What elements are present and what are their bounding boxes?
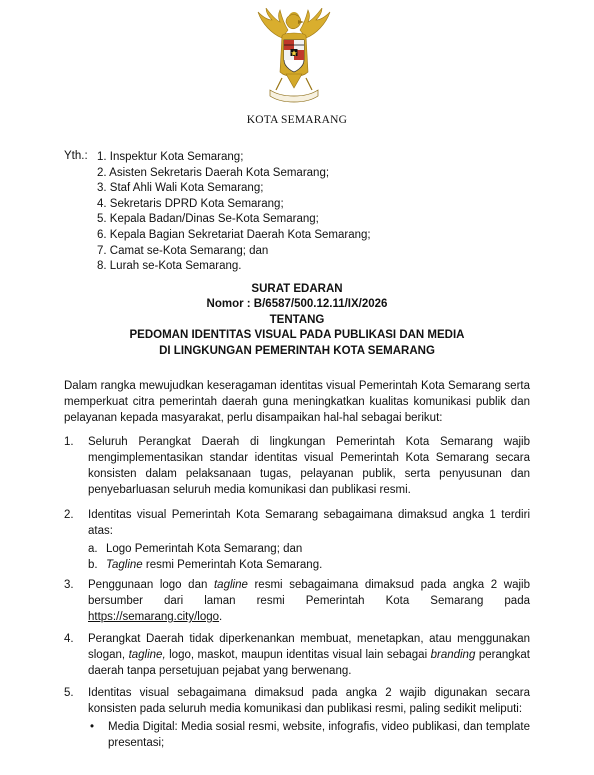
point-number: 3. [64, 579, 74, 591]
list-item: 2. Asisten Sekretaris Daerah Kota Semarang; [97, 166, 330, 179]
bullet-icon: • [90, 721, 95, 733]
text-run: resmi sebagaimana dimaksud pada angka 2 wajib bersumber dari laman resmi Pemerintah Kota Semarang pada [88, 579, 531, 607]
list-item: 1. Inspektur Kota Semarang; [97, 151, 244, 163]
point-number: 1. [64, 436, 74, 448]
point-4 [64, 631, 530, 679]
sub-marker: a. [88, 543, 98, 555]
point-number: 2. [64, 509, 74, 521]
list-item [88, 719, 530, 751]
point-2 [64, 507, 530, 573]
point-text: Identitas visual Pemerintah Kota Semarang sebagaimana dimaksud angka 1 terdiri atas: [88, 509, 530, 537]
text-run-italic: tagline, [128, 649, 166, 661]
list-item: 3. Staf Ahli Wali Kota Semarang; [97, 182, 264, 195]
list-item [88, 541, 530, 557]
list-item: 6. Kepala Bagian Sekretariat Daerah Kota Semarang; [97, 228, 371, 241]
garuda-emblem [252, 8, 336, 104]
text-run-italic: tagline [213, 579, 248, 591]
list-item: 7. Camat se-Kota Semarang; dan [97, 244, 269, 257]
letter-heading [0, 282, 594, 359]
logo-page-link[interactable]: https://semarang.city/logo [88, 611, 220, 623]
point-text [88, 577, 530, 625]
bullet-text: Media Digital: Media sosial resmi, website, infografis, video publikasi, dan template presentasi; [108, 721, 530, 749]
letter-about: TENTANG [269, 313, 325, 326]
list-item: 4. Sekretaris DPRD Kota Semarang; [97, 197, 284, 210]
point-text: Seluruh Perangkat Daerah di lingkungan Pemerintah Kota Semarang wajib mengimplementasikan standar identitas visual Pemerintah Kota Semarang secara konsisten dalam pelaksanaan tugas, pelayanan publik, serta penyusunan dan penyebarluasan seluruh media komunikasi dan publikasi resmi. [88, 436, 530, 496]
text-run: . [219, 611, 223, 623]
sub-list [88, 541, 530, 573]
addressee-list [97, 150, 371, 275]
bullet-list [88, 719, 530, 751]
letter-subject-line2: DI LINGKUNGAN PEMERINTAH KOTA SEMARANG [159, 344, 435, 357]
text-run-italic: branding [430, 649, 476, 661]
sub-text: resmi Pemerintah Kota Semarang. [142, 559, 323, 571]
point-1 [64, 434, 530, 498]
point-5 [64, 685, 530, 751]
sub-marker: b. [88, 559, 98, 571]
letter-subject-line1: PEDOMAN IDENTITAS VISUAL PADA PUBLIKASI DAN MEDIA [129, 329, 465, 342]
point-3 [64, 577, 530, 625]
list-item: 5. Kepala Badan/Dinas Se-Kota Semarang; [97, 213, 319, 226]
text-run: logo, maskot, maupun identitas visual lain sebagai [165, 649, 431, 661]
point-text: Identitas visual sebagaimana dimaksud pada angka 2 wajib digunakan secara konsisten pada seluruh media komunikasi dan publikasi resmi, paling sedikit meliputi: [88, 687, 530, 715]
point-text [88, 631, 530, 679]
text-run: Perangkat Daerah tidak diperkenankan membuat, menetapkan, atau menggunakan slogan, [88, 633, 530, 661]
city-name: KOTA SEMARANG [246, 114, 348, 126]
text-run: perangkat daerah tanpa persetujuan pejabat yang berwenang. [88, 649, 530, 677]
letter-title: SURAT EDARAN [251, 283, 343, 295]
point-number: 4. [64, 633, 74, 645]
letter-number: Nomor : B/6587/500.12.11/IX/2026 [206, 298, 388, 311]
text-run: Penggunaan logo dan [88, 579, 214, 591]
list-item [88, 557, 530, 573]
point-number: 5. [64, 687, 74, 699]
sub-text-italic: Tagline [106, 559, 143, 571]
sub-text: Logo Pemerintah Kota Semarang; dan [106, 543, 303, 555]
intro-paragraph: Dalam rangka mewujudkan keseragaman identitas visual Pemerintah Kota Semarang serta memperkuat citra pemerintah daerah guna meningkatkan kualitas komunikasi publik dan pelayanan kepada masyarakat, perlu disampaikan hal-hal sebagai berikut: [64, 380, 530, 424]
addressee-label: Yth.: [64, 150, 88, 162]
list-item: 8. Lurah se-Kota Semarang. [97, 260, 242, 273]
